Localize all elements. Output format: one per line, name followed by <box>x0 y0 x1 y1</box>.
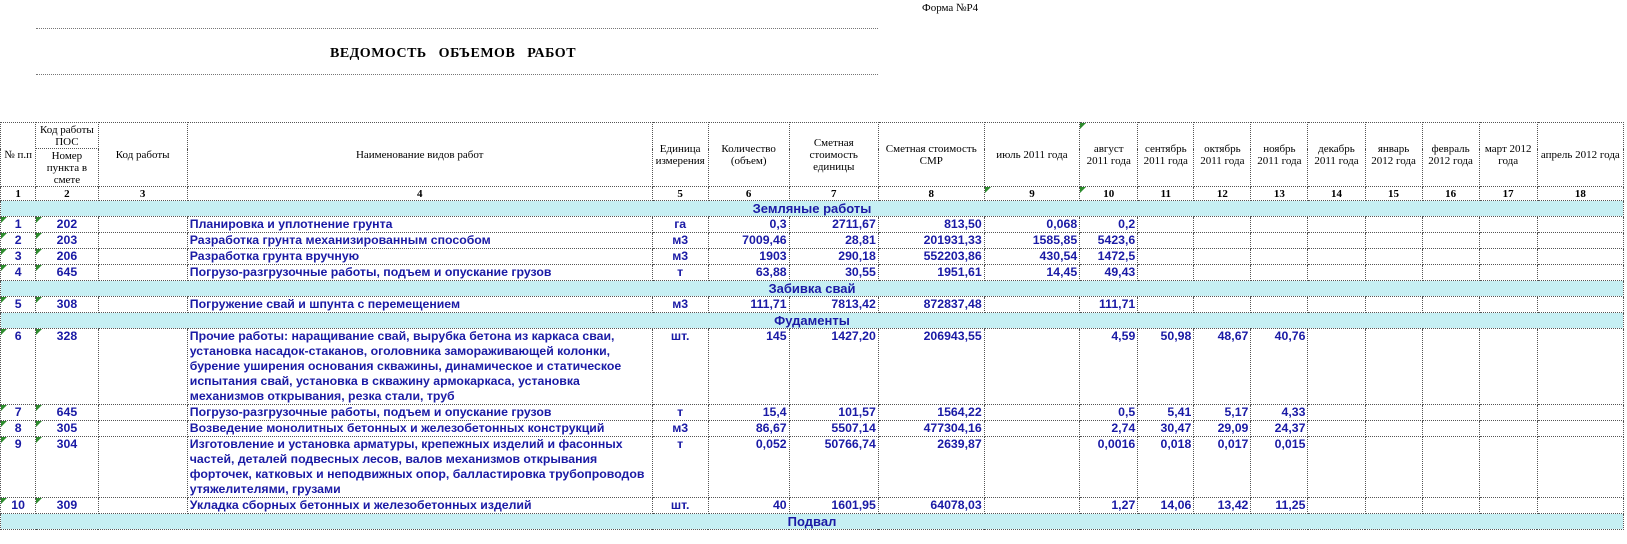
unit: т <box>652 265 708 281</box>
month-value <box>1308 265 1365 281</box>
month-value <box>984 297 1079 313</box>
work-code: 203 <box>36 233 98 249</box>
header-naimenovanie: Наименование видов работ <box>187 123 652 187</box>
work-code: 308 <box>36 297 98 313</box>
table-row <box>1 405 1624 421</box>
month-value <box>1422 217 1479 233</box>
month-value <box>1308 421 1365 437</box>
quantity: 7009,46 <box>708 233 789 249</box>
header-month: март 2012 года <box>1479 123 1537 187</box>
work-name: Планировка и уплотнение грунта <box>187 217 652 233</box>
section-title: Земляные работы <box>1 201 1624 217</box>
month-value <box>984 421 1079 437</box>
table-row <box>1 249 1624 265</box>
row-number: 3 <box>1 249 36 265</box>
header-month: сентябрь 2011 года <box>1138 123 1194 187</box>
month-value: 4,59 <box>1080 329 1138 405</box>
month-value <box>1308 329 1365 405</box>
column-number: 11 <box>1138 187 1194 201</box>
work-code: 645 <box>36 405 98 421</box>
unit: м3 <box>652 233 708 249</box>
header-month: октябрь 2011 года <box>1194 123 1251 187</box>
month-value <box>1194 297 1251 313</box>
month-value <box>1479 297 1537 313</box>
month-value <box>1537 217 1623 233</box>
month-value <box>1537 421 1623 437</box>
month-value <box>1422 405 1479 421</box>
month-value <box>1422 421 1479 437</box>
month-value <box>1537 233 1623 249</box>
form-label: Форма №Р4 <box>922 2 979 14</box>
month-value <box>984 405 1079 421</box>
column-number: 13 <box>1251 187 1308 201</box>
month-value: 2,74 <box>1080 421 1138 437</box>
row-number: 9 <box>1 437 36 498</box>
total-cost: 872837,48 <box>878 297 984 313</box>
column-number: 6 <box>708 187 789 201</box>
month-value: 0,015 <box>1251 437 1308 498</box>
header-num: № п.п <box>1 123 36 187</box>
month-value: 0,0016 <box>1080 437 1138 498</box>
month-value <box>1479 405 1537 421</box>
unit: м3 <box>652 297 708 313</box>
row-number: 1 <box>1 217 36 233</box>
month-value <box>1479 265 1537 281</box>
month-value <box>1251 265 1308 281</box>
month-value <box>1537 437 1623 498</box>
header-kod-raboty: Код работы <box>98 123 187 187</box>
unit: т <box>652 437 708 498</box>
row-number: 5 <box>1 297 36 313</box>
unit-cost: 28,81 <box>789 233 878 249</box>
month-value: 5423,6 <box>1080 233 1138 249</box>
month-value: 40,76 <box>1251 329 1308 405</box>
column-number: 3 <box>98 187 187 201</box>
month-value <box>1479 498 1537 514</box>
unit-cost: 7813,42 <box>789 297 878 313</box>
unit-cost: 50766,74 <box>789 437 878 498</box>
month-value <box>1365 233 1422 249</box>
row-number: 8 <box>1 421 36 437</box>
month-value <box>1422 329 1479 405</box>
work-code: 202 <box>36 217 98 233</box>
unit-cost: 5507,14 <box>789 421 878 437</box>
month-value <box>1365 265 1422 281</box>
unit: шт. <box>652 498 708 514</box>
column-number: 7 <box>789 187 878 201</box>
work-name: Погрузо-разгрузочные работы, подъем и опускание грузов <box>187 405 652 421</box>
month-value <box>984 437 1079 498</box>
month-value <box>984 329 1079 405</box>
column-number: 14 <box>1308 187 1365 201</box>
header-month: август 2011 года <box>1080 123 1138 187</box>
month-value <box>1365 405 1422 421</box>
month-value <box>1308 249 1365 265</box>
section-title: Забивка свай <box>1 281 1624 297</box>
work-name: Укладка сборных бетонных и железобетонных изделий <box>187 498 652 514</box>
divider-top <box>36 28 878 29</box>
section-title: Фудаменты <box>1 313 1624 329</box>
month-value <box>1194 233 1251 249</box>
total-cost: 813,50 <box>878 217 984 233</box>
header-stoimost-ed: Сметная стоимость единицы <box>789 123 878 187</box>
month-value <box>1138 217 1194 233</box>
month-value: 14,06 <box>1138 498 1194 514</box>
month-value <box>1308 405 1365 421</box>
month-value <box>1365 249 1422 265</box>
total-cost: 206943,55 <box>878 329 984 405</box>
work-name: Изготовление и установка арматуры, крепежных изделий и фасонных частей, деталей подвесных лесов, валов механизмов открывания форточек, катковых и неподвижных опор, балластировка трубопроводов утяжелителями, грузами <box>187 437 652 498</box>
column-numbers-row <box>1 187 1624 201</box>
month-value <box>1365 297 1422 313</box>
month-value <box>1138 249 1194 265</box>
column-number: 5 <box>652 187 708 201</box>
month-value: 48,67 <box>1194 329 1251 405</box>
month-value <box>1251 233 1308 249</box>
work-code-extra <box>98 233 187 249</box>
total-cost: 201931,33 <box>878 233 984 249</box>
column-number: 15 <box>1365 187 1422 201</box>
header-nomer-punkta: Номер пункта в смете <box>36 149 98 187</box>
month-value <box>1479 329 1537 405</box>
quantity: 145 <box>708 329 789 405</box>
work-code: 304 <box>36 437 98 498</box>
header-month: декабрь 2011 года <box>1308 123 1365 187</box>
work-code-extra <box>98 498 187 514</box>
header-kod-pos: Код работы ПОС <box>36 123 98 149</box>
month-value: 111,71 <box>1080 297 1138 313</box>
month-value <box>1194 217 1251 233</box>
work-name: Разработка грунта механизированным способом <box>187 233 652 249</box>
unit-cost: 290,18 <box>789 249 878 265</box>
table-row <box>1 437 1624 498</box>
section-row <box>1 514 1624 530</box>
quantity: 40 <box>708 498 789 514</box>
month-value: 1472,5 <box>1080 249 1138 265</box>
month-value <box>1308 498 1365 514</box>
header-month: июль 2011 года <box>984 123 1079 187</box>
unit: шт. <box>652 329 708 405</box>
table-row <box>1 217 1624 233</box>
month-value: 11,25 <box>1251 498 1308 514</box>
work-code: 305 <box>36 421 98 437</box>
row-number: 4 <box>1 265 36 281</box>
section-row <box>1 281 1624 297</box>
month-value: 1585,85 <box>984 233 1079 249</box>
month-value: 29,09 <box>1194 421 1251 437</box>
page-title: ВЕДОМОСТЬ ОБЪЕМОВ РАБОТ <box>330 46 577 61</box>
column-number: 9 <box>984 187 1079 201</box>
section-row <box>1 313 1624 329</box>
month-value: 24,37 <box>1251 421 1308 437</box>
table-row <box>1 498 1624 514</box>
month-value <box>1537 498 1623 514</box>
header-stoimost-smr: Сметная стоимость СМР <box>878 123 984 187</box>
work-code-extra <box>98 297 187 313</box>
month-value <box>1308 217 1365 233</box>
column-number: 8 <box>878 187 984 201</box>
month-value <box>1479 421 1537 437</box>
month-value <box>1194 265 1251 281</box>
month-value <box>984 498 1079 514</box>
header-month: ноябрь 2011 года <box>1251 123 1308 187</box>
quantity: 0,3 <box>708 217 789 233</box>
month-value: 30,47 <box>1138 421 1194 437</box>
month-value <box>1479 249 1537 265</box>
work-code-extra <box>98 329 187 405</box>
table-row <box>1 233 1624 249</box>
work-name: Прочие работы: наращивание свай, вырубка бетона из каркаса сваи, установка насадок-стаканов, оголовника замораживающей колонки, бурение уширения основания скважины, динамическое и статическое испытания свай, установка в скважину армокаркаса, установка механизмов открывания, резка стали, труб <box>187 329 652 405</box>
month-value <box>1251 217 1308 233</box>
header-month: январь 2012 года <box>1365 123 1422 187</box>
column-number: 16 <box>1422 187 1479 201</box>
month-value: 5,17 <box>1194 405 1251 421</box>
work-name: Возведение монолитных бетонных и железобетонных конструкций <box>187 421 652 437</box>
month-value <box>1422 498 1479 514</box>
work-name: Погружение свай и шпунта с перемещением <box>187 297 652 313</box>
month-value: 50,98 <box>1138 329 1194 405</box>
month-value <box>1138 297 1194 313</box>
work-code-extra <box>98 421 187 437</box>
unit-cost: 101,57 <box>789 405 878 421</box>
unit-cost: 30,55 <box>789 265 878 281</box>
divider-bottom <box>36 74 878 75</box>
work-code-extra <box>98 405 187 421</box>
quantity: 111,71 <box>708 297 789 313</box>
month-value: 0,017 <box>1194 437 1251 498</box>
month-value: 0,068 <box>984 217 1079 233</box>
work-code: 206 <box>36 249 98 265</box>
work-code-extra <box>98 437 187 498</box>
month-value <box>1251 297 1308 313</box>
work-code-extra <box>98 217 187 233</box>
month-value <box>1422 437 1479 498</box>
column-number: 12 <box>1194 187 1251 201</box>
table-row <box>1 297 1624 313</box>
unit-cost: 1601,95 <box>789 498 878 514</box>
month-value <box>1422 249 1479 265</box>
unit: м3 <box>652 421 708 437</box>
header-edinica: Единица измерения <box>652 123 708 187</box>
column-number: 4 <box>187 187 652 201</box>
month-value <box>1365 329 1422 405</box>
month-value <box>1308 233 1365 249</box>
table-row <box>1 265 1624 281</box>
month-value <box>1308 297 1365 313</box>
month-value: 49,43 <box>1080 265 1138 281</box>
table-row <box>1 329 1624 405</box>
total-cost: 64078,03 <box>878 498 984 514</box>
header-month: февраль 2012 года <box>1422 123 1479 187</box>
total-cost: 1951,61 <box>878 265 984 281</box>
month-value: 14,45 <box>984 265 1079 281</box>
total-cost: 2639,87 <box>878 437 984 498</box>
table-body <box>1 201 1624 530</box>
column-number: 10 <box>1080 187 1138 201</box>
month-value <box>1537 297 1623 313</box>
row-number: 7 <box>1 405 36 421</box>
work-code: 309 <box>36 498 98 514</box>
row-number: 2 <box>1 233 36 249</box>
month-value: 13,42 <box>1194 498 1251 514</box>
month-value <box>1194 249 1251 265</box>
month-value <box>1138 233 1194 249</box>
month-value <box>1365 217 1422 233</box>
month-value <box>1537 329 1623 405</box>
unit-cost: 1427,20 <box>789 329 878 405</box>
month-value <box>1365 498 1422 514</box>
quantity: 86,67 <box>708 421 789 437</box>
month-value <box>1422 265 1479 281</box>
work-code: 645 <box>36 265 98 281</box>
month-value <box>1308 437 1365 498</box>
unit: м3 <box>652 249 708 265</box>
section-row <box>1 201 1624 217</box>
month-value <box>1479 233 1537 249</box>
column-number: 18 <box>1537 187 1623 201</box>
unit-cost: 2711,67 <box>789 217 878 233</box>
header-month: апрель 2012 года <box>1537 123 1623 187</box>
month-value <box>1537 265 1623 281</box>
month-value <box>1479 437 1537 498</box>
month-value <box>1537 405 1623 421</box>
month-value: 0,018 <box>1138 437 1194 498</box>
quantity: 63,88 <box>708 265 789 281</box>
work-code-extra <box>98 249 187 265</box>
month-value: 5,41 <box>1138 405 1194 421</box>
row-number: 6 <box>1 329 36 405</box>
month-value: 0,2 <box>1080 217 1138 233</box>
month-value: 1,27 <box>1080 498 1138 514</box>
column-number: 2 <box>36 187 98 201</box>
section-title: Подвал <box>1 514 1624 530</box>
unit: га <box>652 217 708 233</box>
quantity: 1903 <box>708 249 789 265</box>
month-value <box>1365 437 1422 498</box>
work-name: Погрузо-разгрузочные работы, подъем и опускание грузов <box>187 265 652 281</box>
works-table <box>0 122 1624 530</box>
unit: т <box>652 405 708 421</box>
month-value: 0,5 <box>1080 405 1138 421</box>
header-kolichestvo: Количество (объем) <box>708 123 789 187</box>
month-value: 430,54 <box>984 249 1079 265</box>
table-row <box>1 421 1624 437</box>
month-value <box>1537 249 1623 265</box>
month-value <box>1138 265 1194 281</box>
month-value <box>1479 217 1537 233</box>
month-value <box>1251 249 1308 265</box>
row-number: 10 <box>1 498 36 514</box>
total-cost: 1564,22 <box>878 405 984 421</box>
quantity: 15,4 <box>708 405 789 421</box>
month-value <box>1422 233 1479 249</box>
work-code-extra <box>98 265 187 281</box>
month-value <box>1365 421 1422 437</box>
month-value: 4,33 <box>1251 405 1308 421</box>
column-number: 17 <box>1479 187 1537 201</box>
total-cost: 477304,16 <box>878 421 984 437</box>
month-value <box>1422 297 1479 313</box>
total-cost: 552203,86 <box>878 249 984 265</box>
work-name: Разработка грунта вручную <box>187 249 652 265</box>
column-number: 1 <box>1 187 36 201</box>
quantity: 0,052 <box>708 437 789 498</box>
work-code: 328 <box>36 329 98 405</box>
